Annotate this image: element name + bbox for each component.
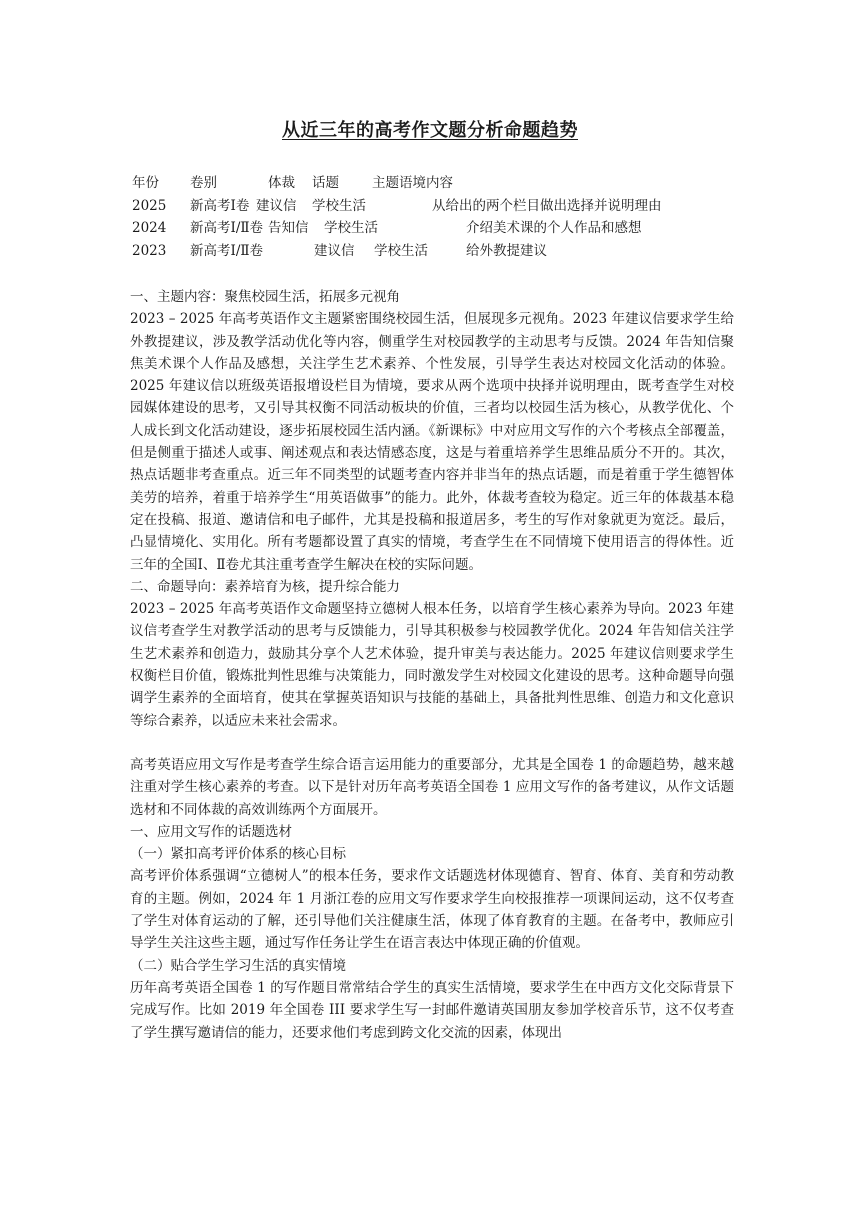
header-topic: 话题 xyxy=(312,175,339,191)
cell-genre: 建议信 xyxy=(314,242,355,259)
cell-year: 2023 xyxy=(132,242,167,259)
subsection-heading: （二）贴合学生学习生活的真实情境 xyxy=(130,957,346,974)
section-heading: 一、主题内容：聚焦校园生活，拓展多元视角 xyxy=(130,289,400,305)
table-header-row xyxy=(132,172,752,195)
cell-genre: 告知信 xyxy=(268,220,309,236)
cell-year: 2024 xyxy=(132,220,167,236)
cell-context: 从给出的两个栏目做出选择并说明理由 xyxy=(432,197,662,214)
section-heading: 一、应用文写作的话题选材 xyxy=(130,823,292,840)
table-row xyxy=(132,195,752,218)
document-body xyxy=(130,286,734,1044)
body-paragraph: 历年高考英语全国卷 1 的写作题目常常结合学生的真实生活情境，要求学生在中西方文化交际背景下完成写作。比如 2019 年全国卷 III 要求学生写一封邮件邀请英国朋友参加学校音乐节，这不仅考查了学生撰写邀请信的能力，还要求他们考虑到跨文化交流的因素，体现出 xyxy=(130,979,734,1041)
exam-topic-table xyxy=(132,172,752,262)
paragraph-gap xyxy=(130,732,734,754)
header-genre: 体裁 xyxy=(268,175,295,191)
cell-paper: 新高考Ⅰ/Ⅱ卷 xyxy=(190,242,264,259)
body-paragraph: 2023 – 2025 年高考英语作文主题紧密围绕校园生活，但展现多元视角。2023 年建议信要求学生给外教提建议，涉及教学活动优化等内容，侧重学生对校园教学的主动思考与反馈。2024 年告知信聚焦美术课个人作品及感想，关注学生艺术素养、个性发展，引导学生表达对校园文化活动的体验。2025 年建议信以班级英语报增设栏目为情境，要求从两个选项中抉择并说明理由，既考查学生对校园媒体建设的思考，又引导其权衡不同活动板块的价值，三者均以校园生活为核心，从教学优化、个人成长到文化活动建设，逐步拓展校园生活内涵。《新课标》中对应用文写作的六个考核点全部覆盖，但是侧重于描述人或事、阐述观点和表达情感态度，这是与着重培养学生思维品质分不开的。其次，热点话题非考查重点。近三年不同类型的试题考查内容并非当年的热点话题，而是着重于学生德智体美劳的培养，着重于培养学生“用英语做事”的能力。此外，体裁考查较为稳定。近三年的体裁基本稳定在投稿、报道、邀请信和电子邮件，尤其是投稿和报道居多，考生的写作对象就更为宽泛。最后，凸显情境化、实用化。所有考题都设置了真实的情境，考查学生在不同情境下使用语言的得体性。近三年的全国Ⅰ、Ⅱ卷尤其注重考查学生解决在校的实际问题。 xyxy=(130,311,734,573)
table-row xyxy=(132,240,752,263)
body-paragraph: 2023 – 2025 年高考英语作文命题坚持立德树人根本任务，以培育学生核心素养为导向。2023 年建议信考查学生对教学活动的思考与反馈能力，引导其积极参与校园教学优化。2024 年告知信关注学生艺术素养和创造力，鼓励其分享个人艺术体验，提升审美与表达能力。2025 年建议信则要求学生权衡栏目价值，锻炼批判性思维与决策能力，同时激发学生对校园文化建设的思考。这种命题导向强调学生素养的全面培育，使其在掌握英语知识与技能的基础上，具备批判性思维、创造力和文化意识等综合素养，以适应未来社会需求。 xyxy=(130,601,734,729)
body-paragraph: 高考评价体系强调“立德树人”的根本任务，要求作文话题选材体现德育、智育、体育、美育和劳动教育的主题。例如，2024 年 1 月浙江卷的应用文写作要求学生向校报推荐一项课间运动，这不仅考查了学生对体育运动的了解，还引导他们关注健康生活，体现了体育教育的主题。在备考中，教师应引导学生关注这些主题，通过写作任务让学生在语言表达中体现正确的价值观。 xyxy=(130,868,734,952)
cell-paper: 新高考Ⅰ卷 xyxy=(190,197,250,214)
cell-context: 介绍美术课的个人作品和感想 xyxy=(466,220,642,236)
body-paragraph: 高考英语应用文写作是考查学生综合语言运用能力的重要部分，尤其是全国卷 1 的命题趋势，越来越注重对学生核心素养的考查。以下是针对历年高考英语全国卷 1 应用文写作的备考建议，从作文话题选材和不同体裁的高效训练两个方面展开。 xyxy=(130,756,734,818)
page-title: 从近三年的高考作文题分析命题趋势 xyxy=(282,120,578,141)
header-paper: 卷别 xyxy=(190,175,217,191)
cell-topic: 学校生活 xyxy=(324,220,378,236)
cell-year: 2025 xyxy=(132,197,167,214)
section-heading: 二、命题导向：素养培育为核，提升综合能力 xyxy=(130,578,400,595)
header-year: 年份 xyxy=(132,175,159,191)
cell-genre: 建议信 xyxy=(256,197,297,214)
subsection-heading: （一）紧扣高考评价体系的核心目标 xyxy=(130,846,346,863)
header-context: 主题语境内容 xyxy=(372,175,453,191)
table-row xyxy=(132,217,752,240)
cell-topic: 学校生活 xyxy=(312,197,366,214)
cell-paper: 新高考Ⅰ/Ⅱ卷 xyxy=(190,220,264,236)
cell-topic: 学校生活 xyxy=(374,242,428,259)
cell-context: 给外教提建议 xyxy=(466,242,547,259)
